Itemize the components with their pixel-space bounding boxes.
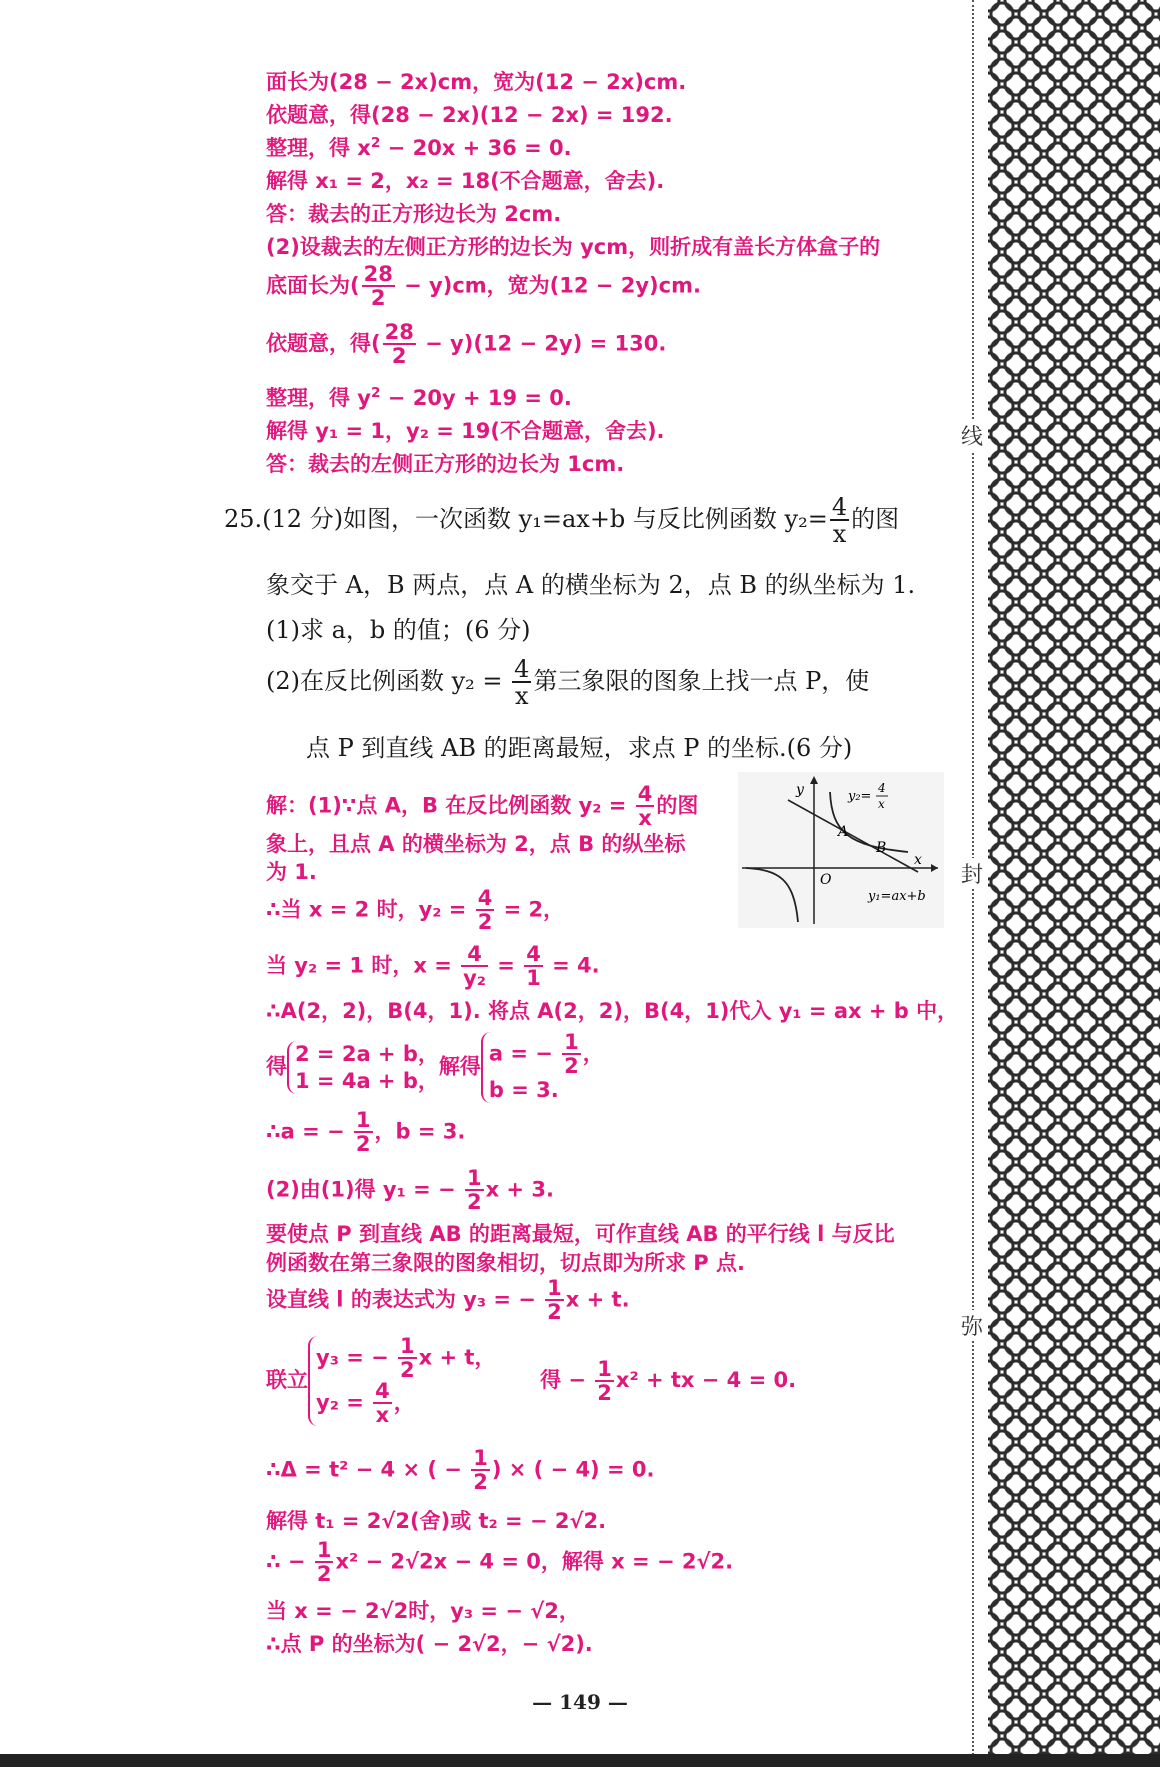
solution-line-7: 得 2 = 2a + b， 1 = 4a + b， 解得 a = − $\frac{1}{2}$ ， b = 3. — [266, 1030, 604, 1102]
problem-25-line-2: 象交于 A，B 两点，点 A 的横坐标为 2，点 B 的纵坐标为 1. — [266, 571, 916, 599]
solution-top-line-3: 整理，得 $x^2 - 20x + 36 = 0$. — [266, 134, 572, 160]
solution-line-14: ∴Δ = t² − 4 × ( − $\frac{1}{2}$ ) × ( − 4) = 0. — [266, 1446, 655, 1494]
solution-top-line-11: 答：裁去的左侧正方形的边长为 1cm. — [266, 452, 625, 476]
graph-x-label: x — [914, 852, 922, 868]
solution-top-line-2: 依题意，得(28 − 2x)(12 − 2x) = 192. — [266, 103, 673, 127]
solution-line-6: ∴A(2，2)，B(4，1). 将点 A(2，2)，B(4，1)代入 y₁ = ax + b 中， — [266, 999, 959, 1023]
graph-line-ab — [788, 800, 918, 872]
binding-mark-mi: 弥 — [956, 1310, 988, 1341]
solution-line-11: 例函数在第三象限的图象相切，切点即为所求 P 点. — [266, 1251, 745, 1275]
solution-top-line-9: 整理，得 $y^2 - 20y + 19 = 0$. — [266, 384, 572, 410]
problem-25-line-5: 点 P 到直线 AB 的距离最短，求点 P 的坐标.(6 分) — [306, 734, 853, 762]
graph-hyperbola-q3 — [746, 868, 798, 922]
graph-point-a-label: A — [838, 824, 849, 840]
graph-y-arrow — [810, 776, 818, 784]
solution-line-15: 解得 t₁ = 2√2(舍)或 t₂ = − 2√2. — [266, 1509, 607, 1533]
solution-line-16: ∴ − $\frac{1}{2}$ x² − 2√2x − 4 = 0，解得 x = − 2√2. — [266, 1538, 734, 1586]
graph-origin-label: O — [820, 872, 832, 888]
solution-top-line-6: (2)设裁去的左侧正方形的边长为 ycm，则折成有盖长方体盒子的 — [266, 235, 881, 259]
bottom-bar — [0, 1754, 1160, 1767]
solution-line-8: ∴a = − $\frac{1}{2}$ ，b = 3. — [266, 1108, 466, 1156]
solution-top-line-4: 解得 x₁ = 2，x₂ = 18(不合题意，舍去). — [266, 169, 665, 193]
problem-25-line-3: (1)求 a，b 的值；(6 分) — [266, 616, 531, 644]
solution-top-line-10: 解得 y₁ = 1，y₂ = 19(不合题意，舍去). — [266, 419, 665, 443]
solution-line-12: 设直线 l 的表达式为 y₃ = − $\frac{1}{2}$ x + t. — [266, 1276, 630, 1324]
solution-top-line-5: 答：裁去的正方形边长为 2cm. — [266, 202, 562, 226]
solution-line-1: 解：(1)∵点 A，B 在反比例函数 y₂ = $\frac{4}{x}$ 的图 — [266, 782, 699, 830]
graph-y-label: y — [796, 782, 804, 798]
problem-25-line-4: (2)在反比例函数 y₂ = $\frac{4}{x}$ 第三象限的图象上找一点 P，使 — [266, 655, 870, 710]
solution-line-9: (2)由(1)得 y₁ = − $\frac{1}{2}$ x + 3. — [266, 1166, 554, 1214]
graph-curve-label: y₂= — [848, 789, 872, 804]
graph-curve-label-num: 4 — [878, 781, 886, 795]
solution-line-17: 当 x = − 2√2时，y₃ = − √2， — [266, 1599, 580, 1623]
solution-line-13: 联立 y₃ = − $\frac{1}{2}$ x + t， y₂ = $\frac{4}{x}$ ， 得 − $\frac{1}{2}$ x² + tx − 4 = 0. — [266, 1334, 797, 1427]
solution-line-3: 为 1. — [266, 860, 317, 884]
solution-top-line-1: 面长为(28 − 2x)cm，宽为(12 − 2x)cm. — [266, 70, 687, 94]
solution-top-line-8: 依题意，得( $\frac{28}{2}$ − y)(12 − 2y) = 130. — [266, 320, 667, 368]
graph-point-b-label: B — [876, 840, 887, 856]
function-graph — [738, 772, 944, 928]
page-number: — 149 — — [532, 1690, 628, 1714]
solution-line-5: 当 y₂ = 1 时，x = $\frac{4}{\text{y₂}}$ = $\frac{4}{1}$ = 4. — [266, 942, 600, 990]
solution-line-18: ∴点 P 的坐标为( − 2√2，− √2). — [266, 1632, 593, 1656]
binding-mark-feng: 封 — [956, 858, 988, 889]
problem-25-line-1: 25.(12 分)如图，一次函数 y₁=ax+b 与反比例函数 y₂= $\frac{4}{x}$ 的图 — [224, 493, 900, 548]
solution-line-4: ∴当 x = 2 时，y₂ = $\frac{4}{2}$ = 2， — [266, 886, 565, 934]
solution-line-2: 象上，且点 A 的横坐标为 2，点 B 的纵坐标 — [266, 832, 686, 856]
solution-line-10: 要使点 P 到直线 AB 的距离最短，可作直线 AB 的平行线 l 与反比 — [266, 1222, 895, 1246]
graph-line-label: y₁=ax+b — [868, 889, 926, 904]
decorative-margin-pattern — [988, 0, 1160, 1767]
graph-x-arrow — [931, 864, 938, 872]
binding-mark-xian: 线 — [956, 420, 988, 451]
solution-top-line-7: 底面长为( $\frac{28}{2}$ − y)cm，宽为(12 − 2y)cm. — [266, 262, 701, 310]
graph-curve-label-den: x — [878, 797, 885, 811]
